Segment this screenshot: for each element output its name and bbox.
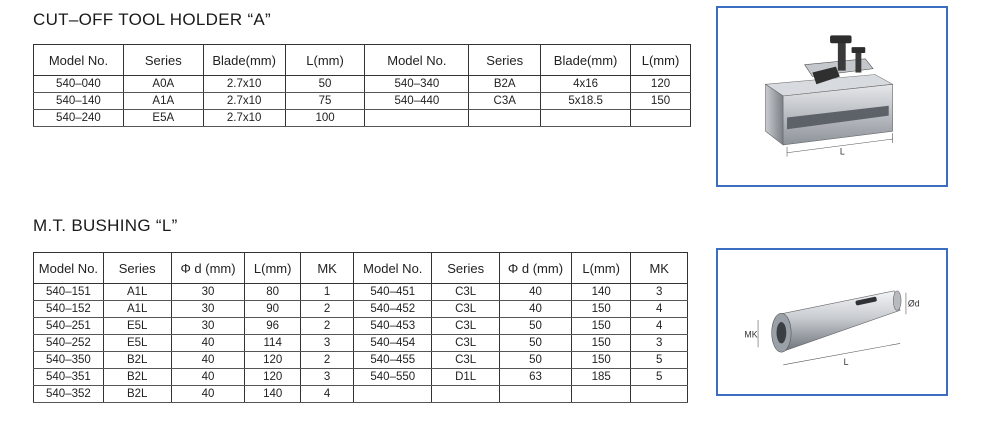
- table-cell: 1: [300, 284, 353, 301]
- table-cell: 540–352: [34, 386, 104, 403]
- column-header: L(mm): [631, 45, 691, 76]
- bushing-illustration: [718, 250, 946, 394]
- table-cell: 540–152: [34, 301, 104, 318]
- table-cell: 3: [631, 284, 688, 301]
- table-cell: 30: [171, 318, 245, 335]
- table-row: [34, 301, 688, 318]
- table-cell: 120: [631, 76, 691, 93]
- table-cell: 150: [571, 318, 631, 335]
- table-cell: 150: [571, 335, 631, 352]
- table-cell: 540–440: [365, 93, 469, 110]
- table-row: [34, 335, 688, 352]
- table-cell: [365, 110, 469, 127]
- table-cell: 540–350: [34, 352, 104, 369]
- table-row: [34, 386, 688, 403]
- table-cell: 4: [631, 301, 688, 318]
- table-cell: 540–351: [34, 369, 104, 386]
- section-l-title: M.T. BUSHING “L”: [33, 216, 178, 235]
- cutoff-dim-label-l: L: [839, 146, 845, 157]
- column-header: Series: [123, 45, 203, 76]
- table-cell: 40: [171, 386, 245, 403]
- table-cell: [432, 386, 500, 403]
- table-cell: 540–251: [34, 318, 104, 335]
- table-cell: 185: [571, 369, 631, 386]
- table-cell: 50: [500, 318, 572, 335]
- cutoff-holder-illustration: [718, 8, 946, 185]
- table-cell: [541, 110, 631, 127]
- column-header: Φ d (mm): [171, 253, 245, 284]
- column-header: Φ d (mm): [500, 253, 572, 284]
- column-header: MK: [631, 253, 688, 284]
- table-row: [34, 352, 688, 369]
- table-cell: B2L: [103, 352, 171, 369]
- table-cell: 540–455: [354, 352, 432, 369]
- table-cell: 2: [300, 352, 353, 369]
- table-cell: 3: [631, 335, 688, 352]
- column-header: Model No.: [34, 253, 104, 284]
- table-cell: 30: [171, 284, 245, 301]
- table-cell: 4: [300, 386, 353, 403]
- table-cell: 540–140: [34, 93, 124, 110]
- table-cell: 540–340: [365, 76, 469, 93]
- table-cell: 40: [171, 369, 245, 386]
- table-row: [34, 318, 688, 335]
- table-cell: A0A: [123, 76, 203, 93]
- column-header: L(mm): [245, 253, 300, 284]
- table-row: [34, 93, 691, 110]
- table-cell: C3L: [432, 318, 500, 335]
- table-cell: 3: [300, 369, 353, 386]
- table-cell: 540–452: [354, 301, 432, 318]
- table-cell: D1L: [432, 369, 500, 386]
- table-cell: 50: [500, 352, 572, 369]
- table-cell: 540–550: [354, 369, 432, 386]
- table-cell: [469, 110, 541, 127]
- column-header: L(mm): [285, 45, 365, 76]
- table-cell: 80: [245, 284, 300, 301]
- bushing-photo: [716, 248, 948, 396]
- table-cell: 540–453: [354, 318, 432, 335]
- table-cell: 540–040: [34, 76, 124, 93]
- table-cell: E5L: [103, 318, 171, 335]
- table-cell: 2.7x10: [203, 76, 285, 93]
- cutoff-holder-table: [33, 44, 691, 127]
- table-cell: 2: [300, 318, 353, 335]
- table-row: [34, 284, 688, 301]
- table-cell: 5: [631, 352, 688, 369]
- table-cell: 4x16: [541, 76, 631, 93]
- table-cell: 2.7x10: [203, 93, 285, 110]
- table-cell: A1A: [123, 93, 203, 110]
- column-header: MK: [300, 253, 353, 284]
- column-header: Model No.: [365, 45, 469, 76]
- column-header: Model No.: [354, 253, 432, 284]
- table-cell: 40: [171, 352, 245, 369]
- table-row: [34, 76, 691, 93]
- table-cell: C3L: [432, 284, 500, 301]
- table-cell: 90: [245, 301, 300, 318]
- table-cell: 50: [285, 76, 365, 93]
- table-cell: [631, 386, 688, 403]
- table-cell: A1L: [103, 301, 171, 318]
- table-cell: 540–240: [34, 110, 124, 127]
- table-cell: 5x18.5: [541, 93, 631, 110]
- table-row: [34, 369, 688, 386]
- table-cell: 540–454: [354, 335, 432, 352]
- table-cell: 3: [300, 335, 353, 352]
- table-cell: 150: [631, 93, 691, 110]
- table-cell: [571, 386, 631, 403]
- bushing-dim-label-mk: MK: [744, 329, 758, 340]
- table-cell: 63: [500, 369, 572, 386]
- table-cell: 30: [171, 301, 245, 318]
- table-cell: 540–151: [34, 284, 104, 301]
- table-cell: [500, 386, 572, 403]
- table-row: [34, 110, 691, 127]
- table-cell: 4: [631, 318, 688, 335]
- section-a-title: CUT–OFF TOOL HOLDER “A”: [33, 10, 272, 29]
- table-cell: C3L: [432, 352, 500, 369]
- table-cell: 540–252: [34, 335, 104, 352]
- table-cell: 114: [245, 335, 300, 352]
- column-header: Series: [103, 253, 171, 284]
- table-cell: 50: [500, 335, 572, 352]
- table-cell: 120: [245, 369, 300, 386]
- column-header: Blade(mm): [541, 45, 631, 76]
- bushing-dim-label-l: L: [843, 356, 849, 367]
- cutoff-holder-photo: [716, 6, 948, 187]
- table-cell: C3L: [432, 301, 500, 318]
- table-cell: 2.7x10: [203, 110, 285, 127]
- table-cell: C3A: [469, 93, 541, 110]
- table-cell: B2L: [103, 386, 171, 403]
- table-cell: E5L: [103, 335, 171, 352]
- table-cell: 120: [245, 352, 300, 369]
- column-header: Series: [432, 253, 500, 284]
- column-header: Series: [469, 45, 541, 76]
- table-cell: 5: [631, 369, 688, 386]
- table-cell: 75: [285, 93, 365, 110]
- table-cell: A1L: [103, 284, 171, 301]
- table-cell: [631, 110, 691, 127]
- table-cell: 40: [171, 335, 245, 352]
- bushing-dim-label-d: Ød: [907, 298, 920, 309]
- column-header: Blade(mm): [203, 45, 285, 76]
- table-cell: 2: [300, 301, 353, 318]
- column-header: Model No.: [34, 45, 124, 76]
- table-cell: C3L: [432, 335, 500, 352]
- table-cell: 40: [500, 284, 572, 301]
- column-header: L(mm): [571, 253, 631, 284]
- table-cell: 140: [245, 386, 300, 403]
- table-cell: [354, 386, 432, 403]
- table-cell: B2L: [103, 369, 171, 386]
- bushing-table: [33, 252, 688, 403]
- table-cell: 100: [285, 110, 365, 127]
- table-cell: B2A: [469, 76, 541, 93]
- table-cell: 150: [571, 352, 631, 369]
- table-cell: 540–451: [354, 284, 432, 301]
- table-cell: 40: [500, 301, 572, 318]
- table-cell: 96: [245, 318, 300, 335]
- table-cell: E5A: [123, 110, 203, 127]
- table-cell: 150: [571, 301, 631, 318]
- table-cell: 140: [571, 284, 631, 301]
